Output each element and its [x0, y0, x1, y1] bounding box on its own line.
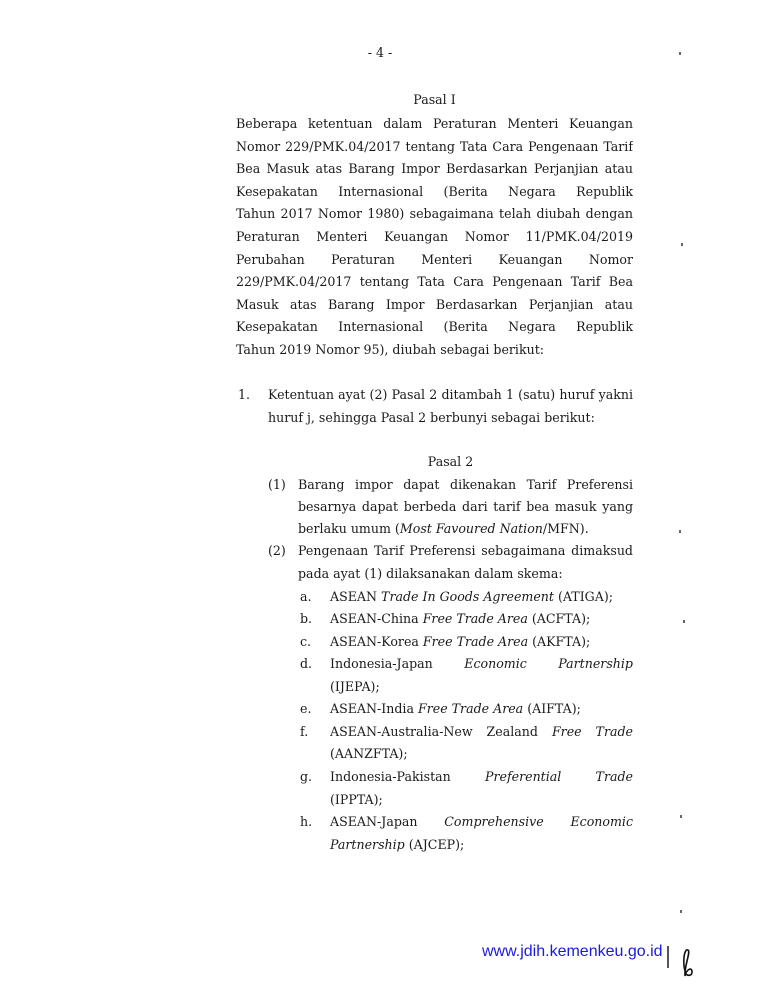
- footer-url-link[interactable]: www.jdih.kemenkeu.go.id: [482, 943, 663, 960]
- scheme-item: [330, 811, 633, 833]
- paragraph-line: Peraturan Menteri Keuangan Nomor 11/PMK.04/2019: [236, 229, 633, 244]
- scheme-item: [330, 586, 613, 608]
- scheme-item-cont: (AANZFTA);: [330, 746, 408, 761]
- text: ASEAN-China: [330, 611, 423, 626]
- item-line: huruf j, sehingga Pasal 2 berbunyi sebagai berikut:: [268, 410, 595, 425]
- paragraph-line: Kesepakatan Internasional (Berita Negara Republik: [236, 319, 633, 334]
- italic-term: Preferential Trade: [485, 769, 633, 784]
- ayat-number: (2): [268, 543, 286, 558]
- scheme-letter: a.: [300, 589, 312, 604]
- scan-speck: [679, 52, 681, 55]
- item-line: Ketentuan ayat (2) Pasal 2 ditambah 1 (satu) huruf yakni: [268, 387, 633, 402]
- paragraph-line: Nomor 229/PMK.04/2017 tentang Tata Cara Pengenaan Tarif: [236, 139, 633, 154]
- scheme-item: [330, 608, 590, 630]
- italic-term: Free Trade Area: [417, 701, 524, 716]
- scheme-item-cont: (IJEPA);: [330, 679, 380, 694]
- paragraph-line: Tahun 2019 Nomor 95), diubah sebagai berikut:: [236, 342, 544, 357]
- paragraph-line: Perubahan Peraturan Menteri Keuangan Nomor: [236, 252, 633, 267]
- pasal-2-title: Pasal 2: [427, 454, 474, 469]
- scheme-item: [330, 653, 633, 675]
- italic-term: Trade In Goods Agreement: [381, 589, 554, 604]
- italic-term: Comprehensive Economic: [444, 814, 633, 829]
- text: Indonesia-Japan: [330, 656, 465, 671]
- text: (ATIGA);: [553, 589, 613, 604]
- italic-term: Partnership: [330, 837, 405, 852]
- paraf-signature-icon: [676, 944, 698, 980]
- scheme-letter: g.: [300, 769, 313, 784]
- ayat-number: (1): [268, 477, 286, 492]
- italic-term: Economic Partnership: [464, 656, 633, 671]
- scheme-letter: c.: [300, 634, 312, 649]
- text: (AIFTA);: [523, 701, 581, 716]
- ayat-line: Barang impor dapat dikenakan Tarif Preferensi: [298, 477, 633, 492]
- scheme-item: [330, 698, 581, 720]
- page-number: - 4 -: [367, 45, 393, 60]
- text: ASEAN-Korea: [330, 634, 423, 649]
- ayat-line: pada ayat (1) dilaksanakan dalam skema:: [298, 566, 563, 581]
- scan-mark: [667, 946, 669, 968]
- scheme-item: [330, 631, 590, 653]
- ayat-line: [298, 518, 589, 540]
- paragraph-line: Tahun 2017 Nomor 1980) sebagaimana telah diubah dengan: [236, 206, 633, 221]
- scan-speck: [683, 620, 685, 623]
- italic-term: Free Trade Area: [422, 611, 528, 626]
- text: ASEAN: [330, 589, 382, 604]
- text: (AKFTA);: [528, 634, 591, 649]
- paragraph-line: 229/PMK.04/2017 tentang Tata Cara Pengenaan Tarif Bea: [236, 274, 633, 289]
- italic-term: Free Trade Area: [422, 634, 529, 649]
- scheme-letter: e.: [300, 701, 312, 716]
- paragraph-line: Bea Masuk atas Barang Impor Berdasarkan Perjanjian atau: [236, 161, 633, 176]
- scheme-letter: b.: [300, 611, 313, 626]
- scheme-letter: h.: [300, 814, 313, 829]
- italic-term: Most Favoured Nation: [399, 521, 543, 536]
- scheme-item-cont: [330, 834, 464, 856]
- text: ASEAN-Japan: [330, 814, 445, 829]
- text: (ACFTA);: [527, 611, 591, 626]
- pasal-1-title: Pasal I: [413, 92, 456, 107]
- paragraph-line: Beberapa ketentuan dalam Peraturan Menteri Keuangan: [236, 116, 633, 131]
- scheme-letter: f.: [300, 724, 309, 739]
- paragraph-line: Kesepakatan Internasional (Berita Negara Republik: [236, 184, 633, 199]
- scan-speck: [680, 910, 682, 913]
- text: ASEAN-Australia-New Zealand: [330, 724, 552, 739]
- scan-speck: [681, 243, 683, 246]
- scheme-item: [330, 721, 633, 743]
- item-number: 1.: [238, 387, 251, 402]
- scan-speck: [679, 530, 681, 533]
- text: berlaku umum (: [298, 521, 400, 536]
- italic-term: Free Trade: [551, 724, 633, 739]
- paragraph-line: Masuk atas Barang Impor Berdasarkan Perjanjian atau: [236, 297, 633, 312]
- text: Indonesia-Pakistan: [330, 769, 486, 784]
- text: /MFN).: [542, 521, 589, 536]
- text: ASEAN-India: [330, 701, 418, 716]
- scheme-item: [330, 766, 633, 788]
- scheme-item-cont: (IPPTA);: [330, 792, 383, 807]
- ayat-line: Pengenaan Tarif Preferensi sebagaimana dimaksud: [298, 543, 633, 558]
- scheme-letter: d.: [300, 656, 313, 671]
- scan-speck: [680, 815, 682, 818]
- ayat-line: besarnya dapat berbeda dari tarif bea masuk yang: [298, 499, 633, 514]
- text: (AJCEP);: [404, 837, 465, 852]
